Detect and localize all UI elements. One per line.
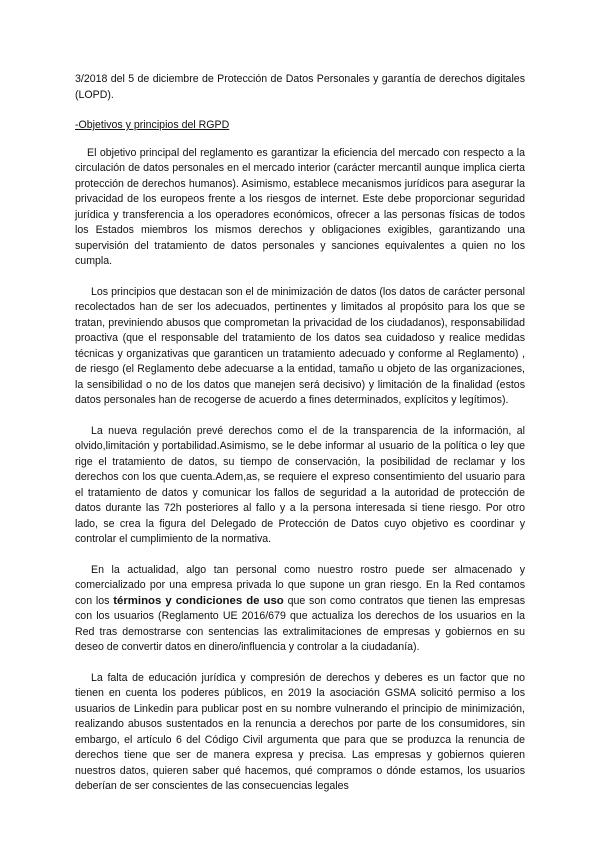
- p4-text-after: que son como contratos que tienen las empresas con los usuarios (Reglamento UE 2016/679 que actualiza los derechos de los usuarios en la Red tras demostrarse con sentencias las extralimitaciones de empresas y gobiernos en su deseo de convertir datos en dinero/influencia y controlar a la ciudadanía).: [75, 594, 525, 653]
- paragraph-face-data: [75, 563, 525, 656]
- section-heading: -Objetivos y principios del RGPD: [75, 119, 230, 131]
- paragraph-education: La falta de educación jurídica y compresión de derechos y deberes es un factor que no tienen en cuenta los poderes públicos, en 2019 la asociación GSMA solicitó permiso a los usuarios de Linkedin para publicar post en su nombre vulnerando el principio de minimización, realizando abusos sustentados en la renuncia a derechos por parte de los consumidores, sin embargo, el artículo 6 del Código Civil argumenta que para que se produzca la renuncia de derechos tiene que ser de manera expresa y precisa. Las empresas y gobiernos quieren nuestros datos, quieren saber qué hacemos, qué compramos o dónde estamos, los usuarios deberían de ser conscientes de las consecuencias legales: [75, 671, 525, 792]
- p4-text-before: En la actualidad, algo tan personal como nuestro rostro puede ser almacenado y comercializado por una empresa privada lo que supone un gran riesgo. En la Red contamos con los: [75, 563, 525, 607]
- terms-bold-text: términos y condiciones de uso: [113, 594, 284, 607]
- paragraph-objective: El objetivo principal del reglamento es garantizar la eficiencia del mercado con respecto a la circulación de datos personales en el mercado interior (carácter mercantil aunque implica cierta protección de derechos humanos). Asimismo, establece mecanismos jurídicos para asegurar la privacidad de los europeos frente a los riesgos de internet. Este debe proporcionar seguridad jurídica y transferencia a los operadores económicos, ofrecer a las personas físicas de todos los Estados miembros los mismos derechos y obligaciones exigibles, garantizando una supervisión del tratamiento de datos personales y sanciones equivalentes a quien no los cumpla.: [75, 146, 525, 267]
- paragraph-principles: Los principios que destacan son el de minimización de datos (los datos de carácter personal recolectados han de ser los adecuados, pertinentes y limitados al propósito para los que se tratan, previniendo abusos que comprometan la privacidad de los ciudadanos), responsabilidad proactiva (que el responsable del tratamiento de los datos sea cuidadoso y realice medidas técnicas y organizativas que garanticen un tratamiento adecuado y conforme al Reglamento) , de riesgo (el Reglamento debe adecuarse a la entidad, tamaño u objeto de las organizaciones, la sensibilidad o no de los datos que manejen será decisivo) y limitación de la finalidad (estos datos personales han de recogerse de acuerdo a fines determinados, explícitos y legítimos).: [75, 285, 525, 406]
- intro-paragraph: 3/2018 del 5 de diciembre de Protección de Datos Personales y garantía de derechos digitales (LOPD).: [75, 73, 525, 101]
- paragraph-rights: La nueva regulación prevé derechos como el de la transparencia de la información, al olvido,limitación y portabilidad.Asimismo, se le debe informar al usuario de la política o ley que rige el tratamiento de datos, su tiempo de conservación, la posibilidad de reclamar y los derechos con los que cuenta.Adem,as, se requiere el expreso consentimiento del usuario para el tratamiento de datos y comunicar los fallos de seguridad a la autoridad de protección de datos durante las 72h posteriores al fallo y a la persona interesada si tiene riesgo. Por otro lado, se crea la figura del Delegado de Protección de Datos cuyo objetivo es coordinar y controlar el cumplimiento de la normativa.: [75, 424, 525, 545]
